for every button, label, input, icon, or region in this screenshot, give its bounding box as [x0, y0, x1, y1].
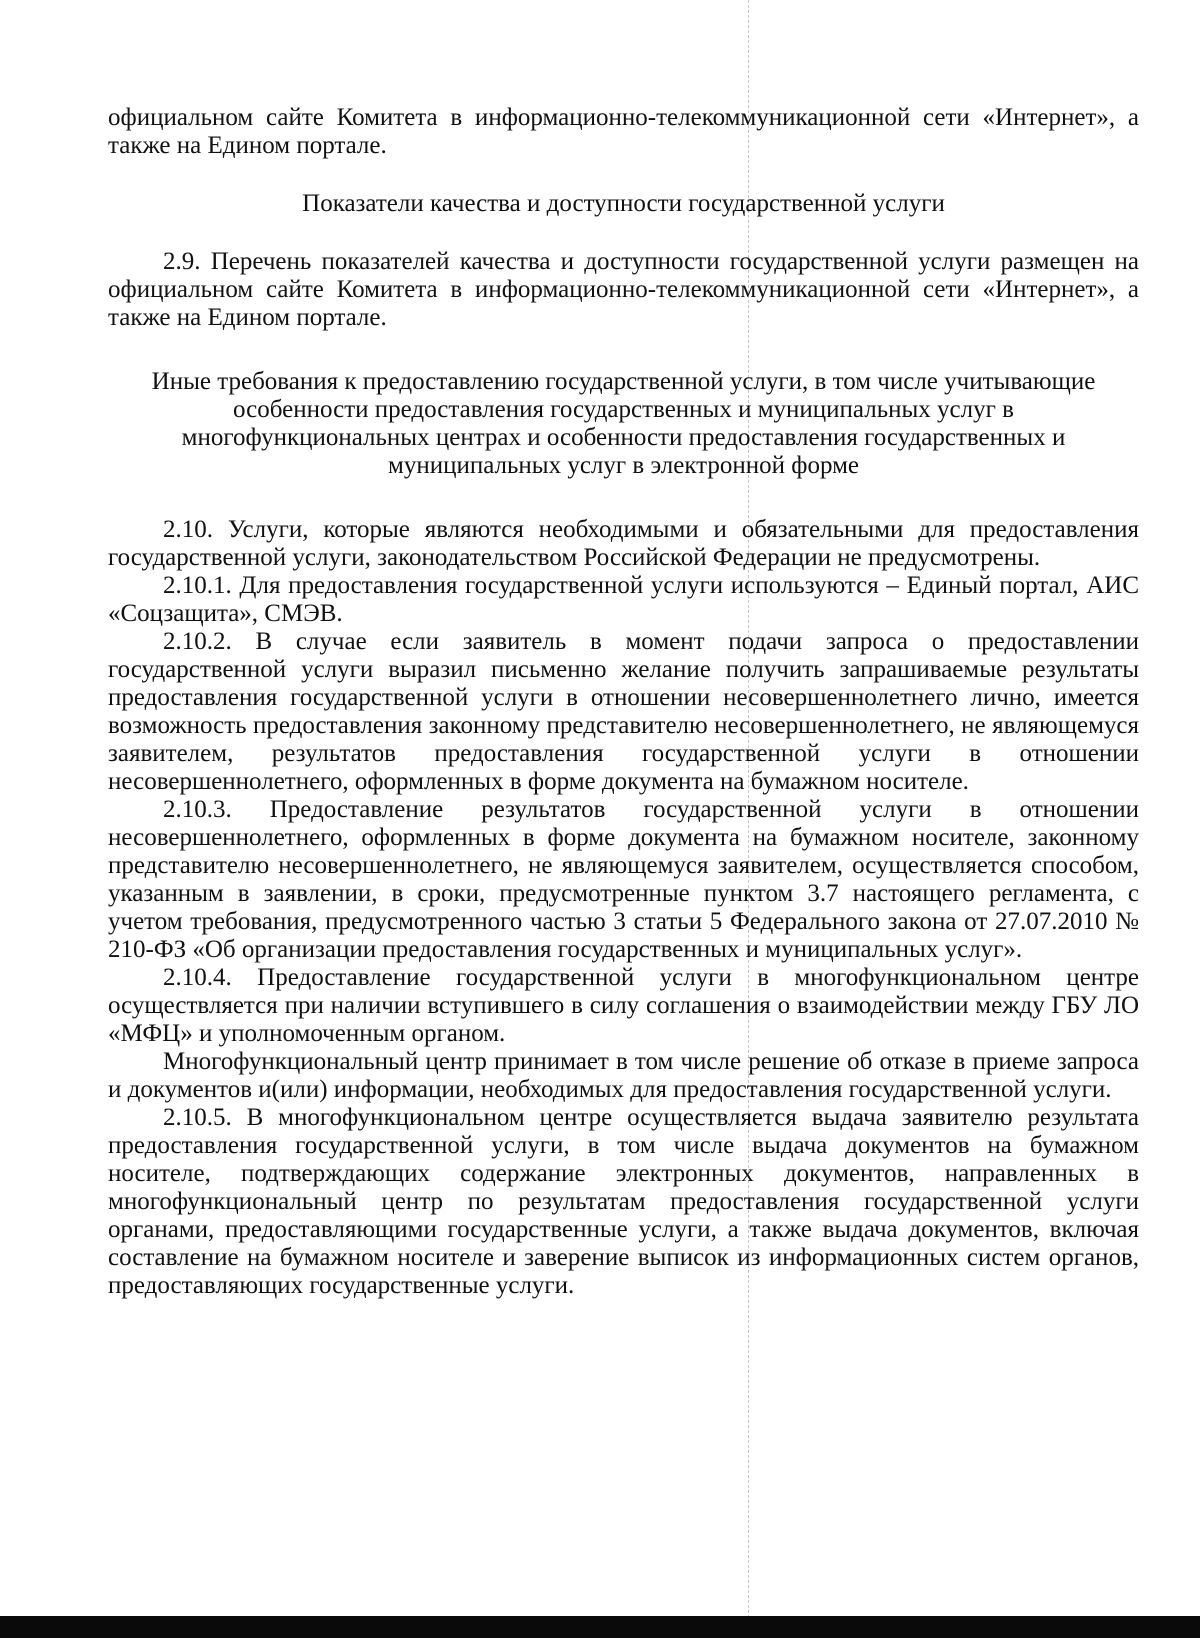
paragraph-2-9: 2.9. Перечень показателей качества и доступности государственной услуги размещен на официальном сайте Комитета в информационно-телекоммуникационной сети «Интернет», а также на Едином портале. — [108, 248, 1139, 331]
paragraph-mfc-refusal: Многофункциональный центр принимает в том числе решение об отказе в приеме запроса и документов и(или) информации, необходимых для предоставления государственной услуги. — [108, 1048, 1139, 1103]
paragraph-2-10-4: 2.10.4. Предоставление государственной услуги в многофункциональном центре осуществляется при наличии вступившего в силу соглашения о взаимодействии между ГБУ ЛО «МФЦ» и уполномоченным органом. — [108, 964, 1139, 1047]
paragraph-intro: официальном сайте Комитета в информационно-телекоммуникационной сети «Интернет», а также на Едином портале. — [108, 104, 1139, 159]
section-heading-other-requirements: Иные требования к предоставлению государственной услуги, в том числе учитывающие особенности предоставления государственных и муниципальных услуг в многофункциональных центрах и особенности предоставления государственных и муниципальных услуг в электронной форме — [151, 368, 1096, 479]
document-body — [108, 104, 1139, 1300]
section-heading-quality: Показатели качества и доступности государственной услуги — [302, 190, 945, 217]
paragraph-2-10-2: 2.10.2. В случае если заявитель в момент подачи запроса о предоставлении государственной услуги выразил письменно желание получить запрашиваемые результаты предоставления государственной услуги в отношении несовершеннолетнего лично, имеется возможность предоставления законному представителю несовершеннолетнего, не являющемуся заявителем, результатов предоставления государственной услуги в отношении несовершеннолетнего, оформленных в форме документа на бумажном носителе. — [108, 628, 1139, 795]
paragraph-2-10-1: 2.10.1. Для предоставления государственной услуги используются – Единый портал, АИС «Соцзащита», СМЭВ. — [108, 572, 1139, 627]
paragraph-2-10: 2.10. Услуги, которые являются необходимыми и обязательными для предоставления государственной услуги, законодательством Российской Федерации не предусмотрены. — [108, 516, 1139, 571]
paragraph-2-10-3: 2.10.3. Предоставление результатов государственной услуги в отношении несовершеннолетнего, оформленных в форме документа на бумажном носителе, законному представителю несовершеннолетнего, не являющемуся заявителем, осуществляется способом, указанным в заявлении, в сроки, предусмотренные пунктом 3.7 настоящего регламента, с учетом требования, предусмотренного частью 3 статьи 5 Федерального закона от 27.07.2010 № 210-ФЗ «Об организации предоставления государственных и муниципальных услуг». — [108, 796, 1139, 963]
paragraph-2-10-5: 2.10.5. В многофункциональном центре осуществляется выдача заявителю результата предоставления государственной услуги, в том числе выдача документов на бумажном носителе, подтверждающих содержание электронных документов, направленных в многофункциональный центр по результатам предоставления государственной услуги органами, предоставляющими государственные услуги, а также выдача документов, включая составление на бумажном носителе и заверение выписок из информационных систем органов, предоставляющих государственные услуги. — [108, 1104, 1139, 1299]
scan-bottom-edge — [0, 1616, 1200, 1638]
